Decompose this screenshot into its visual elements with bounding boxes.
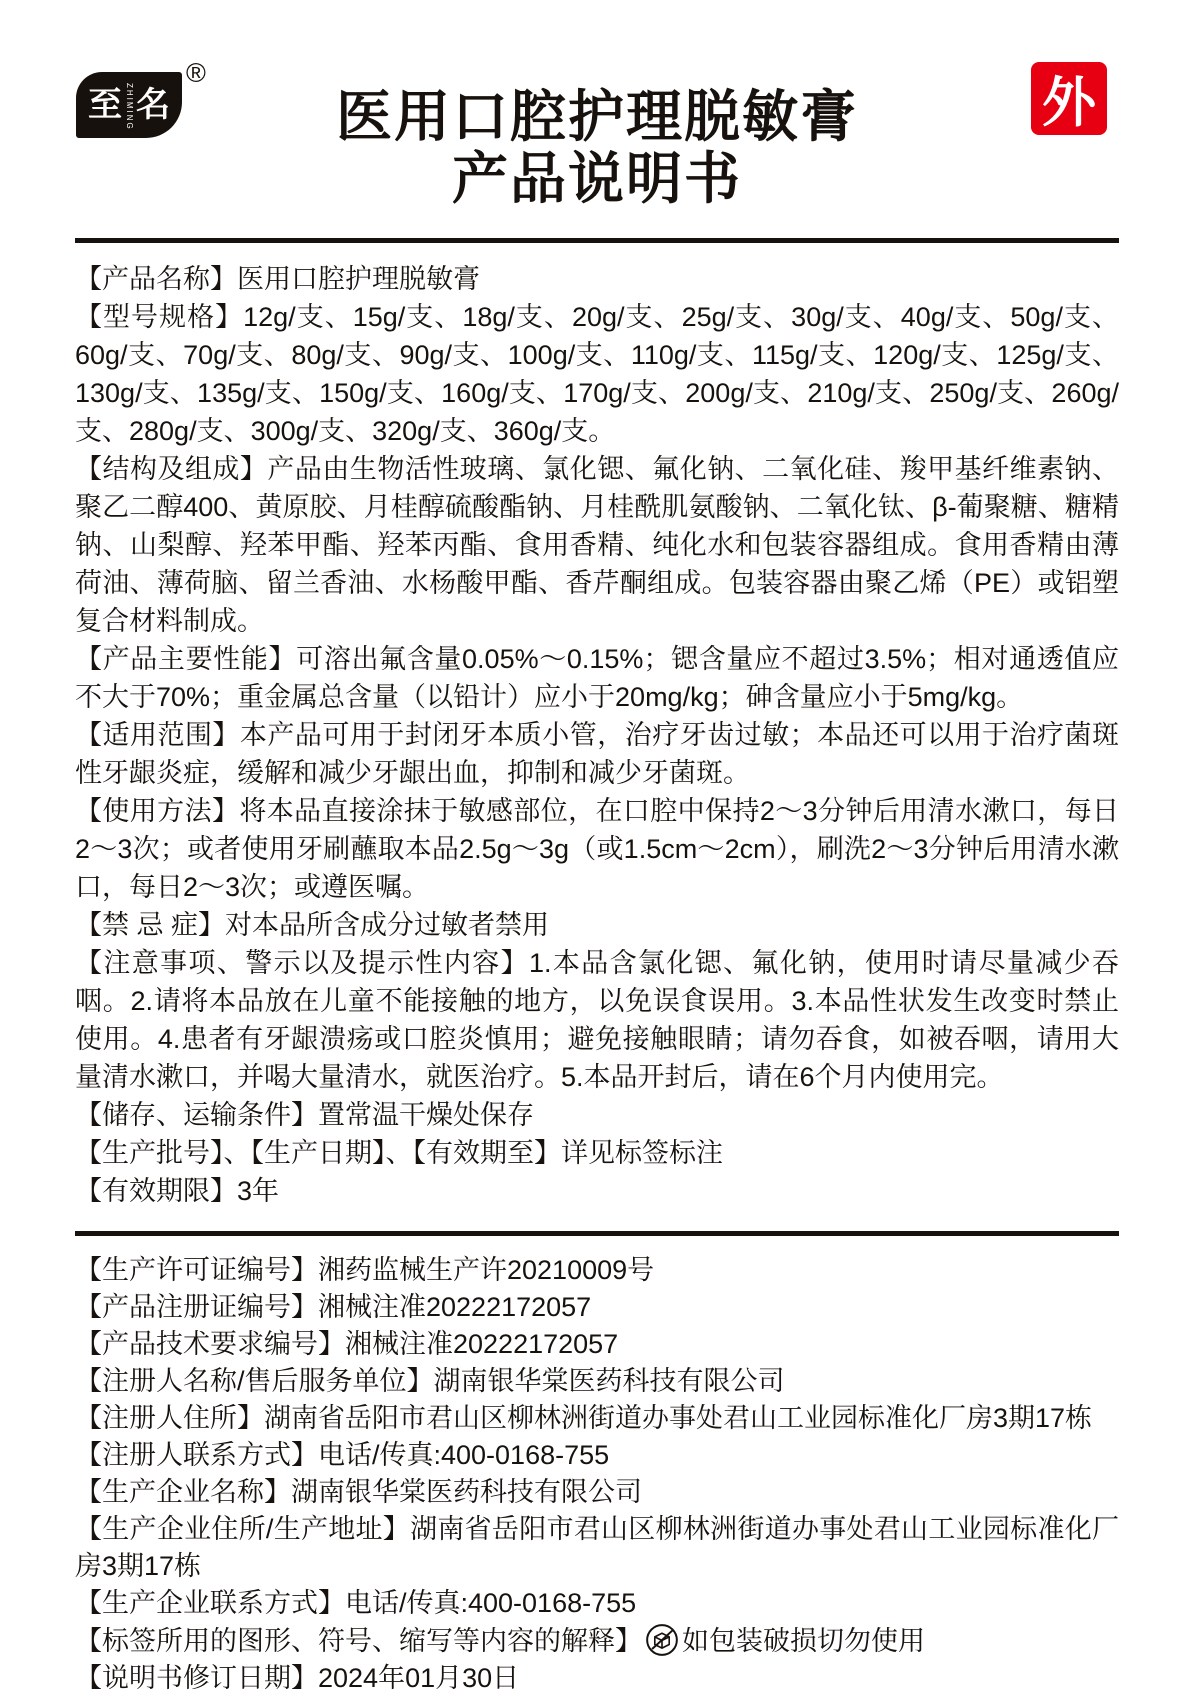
field-value: 湘械注准20222172057	[345, 1329, 619, 1359]
field-value: 湖南省岳阳市君山区柳林洲街道办事处君山工业园标准化厂房3期17栋	[75, 1514, 1119, 1581]
list-item	[75, 1660, 1119, 1697]
field-value: 湖南省岳阳市君山区柳林洲街道办事处君山工业园标准化厂房3期17栋	[264, 1403, 1093, 1433]
field-value: 可溶出氟含量0.05%～0.15%；锶含量应不超过3.5%；相对通透值应不大于70%；重金属总含量（以铅计）应小于20mg/kg；砷含量应小于5mg/kg。	[75, 644, 1120, 712]
list-item	[75, 716, 1119, 792]
brand-char-ming: 名	[136, 86, 170, 124]
field-value: 置常温干燥处保存	[318, 1100, 534, 1130]
list-item	[75, 1134, 1119, 1172]
body-sections	[75, 260, 1119, 1210]
list-item	[75, 298, 1119, 450]
field-label: 【产品注册证编号】	[75, 1292, 318, 1322]
divider-top	[75, 238, 1119, 243]
brand-logo	[76, 72, 182, 138]
list-item	[75, 1400, 1119, 1437]
list-item	[75, 1622, 1119, 1660]
brand-subtext: ZHIMING	[125, 83, 134, 131]
list-item	[75, 1096, 1119, 1134]
field-value: 湘药监械生产许20210009号	[318, 1255, 655, 1285]
field-label: 【注册人住所】	[75, 1403, 264, 1433]
field-label: 【结构及组成】	[75, 454, 268, 484]
field-label: 【生产许可证编号】	[75, 1255, 318, 1285]
field-label: 【注册人联系方式】	[75, 1440, 318, 1470]
list-item	[75, 1289, 1119, 1326]
field-value: 对本品所含成分过敏者禁用	[225, 910, 550, 940]
field-value: 如包装破损切勿使用	[682, 1626, 925, 1656]
divider-middle	[75, 1231, 1119, 1236]
brand-char-zhi: 至	[88, 86, 122, 124]
field-label: 【标签所用的图形、符号、缩写等内容的解释】	[75, 1626, 642, 1656]
field-label: 【产品名称】	[75, 264, 237, 294]
field-label: 【说明书修订日期】	[75, 1663, 318, 1693]
field-label: 【生产企业联系方式】	[75, 1588, 345, 1618]
field-value: 详见标签标注	[561, 1138, 723, 1168]
list-item	[75, 1474, 1119, 1511]
field-label: 【使用方法】	[75, 796, 240, 826]
field-label: 【适用范围】	[75, 720, 240, 750]
list-item	[75, 260, 1119, 298]
list-item	[75, 1511, 1119, 1585]
page-subtitle: 产品说明书	[452, 147, 742, 210]
field-value: 湘械注准20222172057	[318, 1292, 592, 1322]
field-label: 【产品技术要求编号】	[75, 1329, 345, 1359]
list-item	[75, 1363, 1119, 1400]
list-item	[75, 1252, 1119, 1289]
field-label: 【注册人名称/售后服务单位】	[75, 1366, 434, 1396]
list-item	[75, 450, 1119, 640]
field-value: 湖南银华棠医药科技有限公司	[433, 1366, 785, 1396]
field-value: 电话/传真:400-0168-755	[318, 1440, 610, 1470]
list-item	[75, 944, 1119, 1096]
registered-trademark-icon: ®	[186, 58, 206, 88]
damaged-package-icon	[644, 1622, 680, 1658]
field-label: 【生产企业名称】	[75, 1477, 291, 1507]
field-value: 产品由生物活性玻璃、氯化锶、氟化钠、二氧化硅、羧甲基纤维素钠、聚乙二醇400、黄原胶、月桂醇硫酸酯钠、月桂酰肌氨酸钠、二氧化钛、β-葡聚糖、糖精钠、山梨醇、羟苯甲酯、羟苯丙酯、食用香精、纯化水和包装容器组成。食用香精由薄荷油、薄荷脑、留兰香油、水杨酸甲酯、香芹酮组成。包装容器由聚乙烯（PE）或铝塑复合材料制成。	[75, 454, 1119, 636]
field-value: 电话/传真:400-0168-755	[345, 1588, 637, 1618]
field-value: 湖南银华棠医药科技有限公司	[291, 1477, 642, 1507]
field-value: 医用口腔护理脱敏膏	[237, 264, 480, 294]
field-value: 将本品直接涂抹于敏感部位，在口腔中保持2～3分钟后用清水漱口，每日2～3次；或者使用牙刷蘸取本品2.5g～3g（或1.5cm～2cm），刷洗2～3分钟后用清水漱口，每日2～3次；或遵医嘱。	[75, 796, 1120, 902]
field-label: 【产品主要性能】	[75, 644, 297, 674]
external-use-badge: 外	[1031, 62, 1107, 135]
list-item	[75, 1585, 1119, 1622]
list-item	[75, 1172, 1119, 1210]
field-value: 本产品可用于封闭牙本质小管，治疗牙齿过敏；本品还可以用于治疗菌斑性牙龈炎症，缓解和减少牙龈出血，抑制和减少牙菌斑。	[75, 720, 1120, 788]
field-label: 【储存、运输条件】	[75, 1100, 318, 1130]
field-value: 1.本品含氯化锶、氟化钠，使用时请尽量减少吞咽。2.请将本品放在儿童不能接触的地方，以免误食误用。3.本品性状发生改变时禁止使用。4.患者有牙龈溃疡或口腔炎慎用；避免接触眼睛；请勿吞食，如被吞咽，请用大量清水漱口，并喝大量清水，就医治疗。5.本品开封后，请在6个月内使用完。	[75, 948, 1119, 1092]
field-value: 3年	[237, 1176, 280, 1206]
list-item	[75, 640, 1119, 716]
list-item	[75, 906, 1119, 944]
field-label: 【型号规格】	[75, 302, 244, 332]
field-value: 2024年01月30日	[318, 1663, 520, 1693]
field-label: 【注意事项、警示以及提示性内容】	[75, 948, 529, 978]
list-item	[75, 1437, 1119, 1474]
field-label: 【有效期限】	[75, 1176, 237, 1206]
registration-sections	[75, 1252, 1119, 1697]
field-label: 【生产企业住所/生产地址】	[75, 1514, 411, 1544]
field-label: 【禁 忌 症】	[75, 910, 226, 940]
page-title: 医用口腔护理脱敏膏	[336, 85, 858, 148]
field-value: 12g/支、15g/支、18g/支、20g/支、25g/支、30g/支、40g/支、50g/支、60g/支、70g/支、80g/支、90g/支、100g/支、110g/支、115g/支、120g/支、125g/支、130g/支、135g/支、150g/支、160g/支、170g/支、200g/支、210g/支、250g/支、260g/支、280g/支、300g/支、320g/支、360g/支。	[75, 302, 1119, 446]
list-item	[75, 1326, 1119, 1363]
field-label: 【生产批号】、【生产日期】、【有效期至】	[75, 1138, 561, 1168]
list-item	[75, 792, 1119, 906]
